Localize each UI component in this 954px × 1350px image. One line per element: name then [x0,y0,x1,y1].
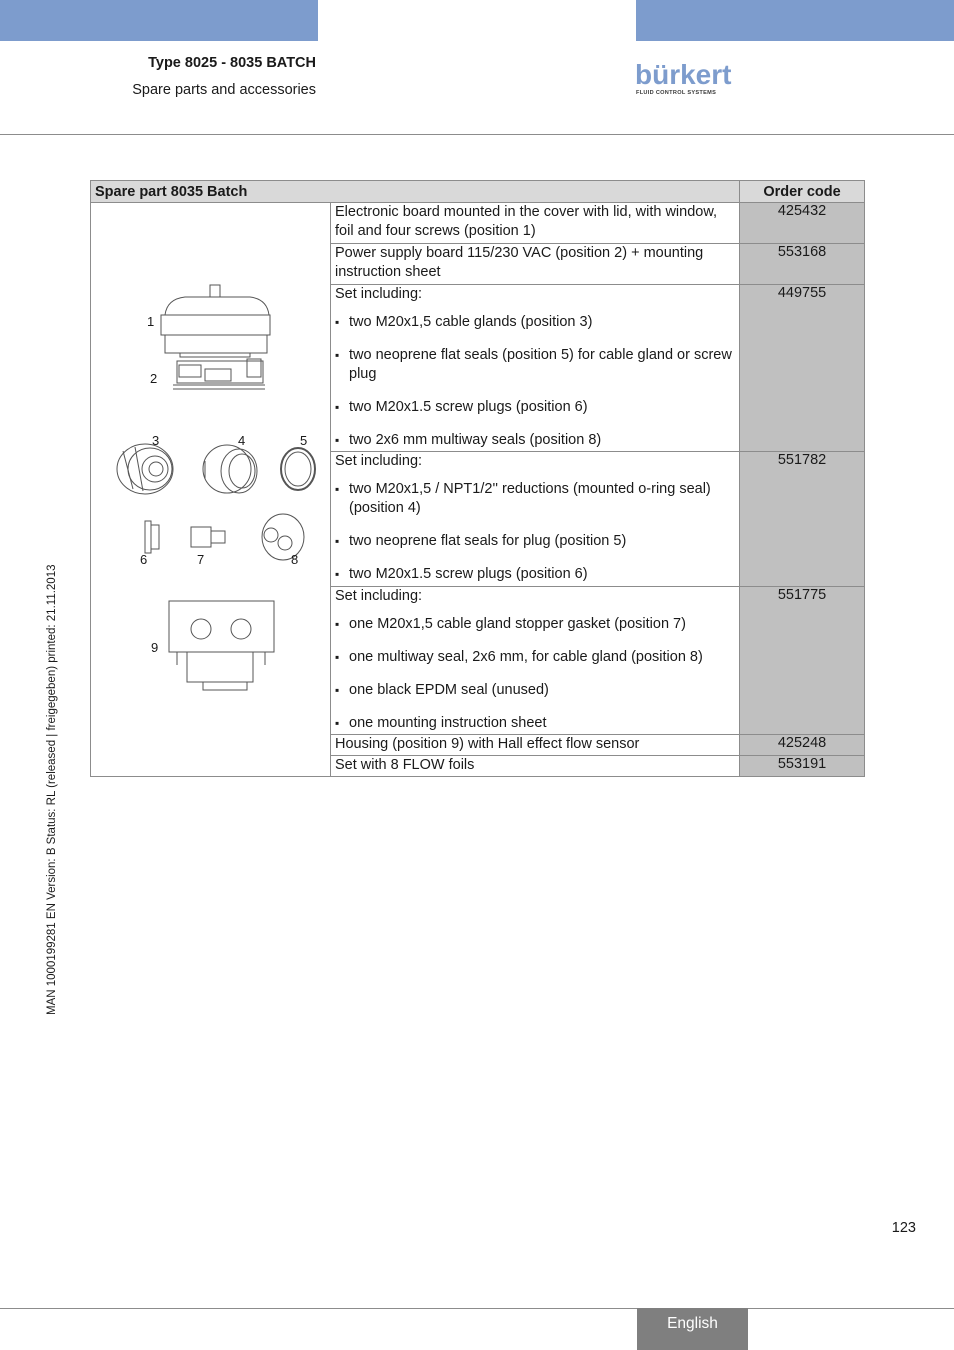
row-description [331,285,740,452]
figure-label-6: 6 [140,552,148,567]
figure-label-7: 7 [197,552,205,567]
document-subtitle: Spare parts and accessories [132,82,316,98]
footer-divider [0,1308,954,1309]
table-header-row [91,181,865,203]
order-code: 425248 [740,735,865,756]
set-items [335,615,735,733]
order-code: 551782 [740,452,865,587]
row-description: Electronic board mounted in the cover with lid, with window, foil and four screws (position 1) [331,203,740,244]
header-order-code: Order code [740,181,865,203]
page-number: 123 [891,1220,916,1236]
logo-tagline: FLUID CONTROL SYSTEMS [636,90,717,96]
set-title: Set including: [335,453,423,469]
spare-parts-table [90,180,865,777]
figure-label-8: 8 [291,552,299,567]
list-item: ▪ two neoprene flat seals (position 5) for cable gland or screw plug [335,346,735,384]
list-item: ▪ one mounting instruction sheet [335,714,735,733]
header-spare-part: Spare part 8035 Batch [91,181,740,203]
header-band-right [636,0,954,41]
figure-label-3: 3 [152,433,160,448]
list-item: ▪ two 2x6 mm multiway seals (position 8) [335,431,735,450]
part-1-cover-drawing [161,285,270,357]
order-code: 551775 [740,587,865,735]
part-6-screw-plug-drawing [145,521,159,553]
figure-label-4: 4 [238,433,246,448]
figure-label-5: 5 [300,433,308,448]
set-items [335,313,735,450]
row-description: Power supply board 115/230 VAC (position 2) + mounting instruction sheet [331,244,740,285]
part-7-stopper-gasket-drawing [191,527,225,547]
burkert-logo [635,57,735,97]
table-row [91,203,865,244]
parts-exploded-drawing [95,203,335,775]
list-item: ▪ one M20x1,5 cable gland stopper gasket (position 7) [335,615,735,634]
figure-label-1: 1 [147,314,155,329]
order-code: 449755 [740,285,865,452]
part-4-reduction-drawing [203,445,257,493]
logo-wordmark: bürkert [635,59,732,90]
list-item: ▪ two neoprene flat seals for plug (position 5) [335,532,735,551]
header-divider [0,134,954,135]
part-3-cable-gland-drawing [117,444,173,494]
list-item: ▪ two M20x1,5 / NPT1/2'' reductions (mounted o-ring seal) (position 4) [335,480,735,518]
row-description [331,452,740,587]
order-code: 553191 [740,756,865,777]
part-9-housing-drawing [169,601,274,690]
language-tab: English [637,1308,748,1350]
part-2-board-drawing [173,359,265,389]
list-item: ▪ one black EPDM seal (unused) [335,681,735,700]
set-title: Set including: [335,588,423,604]
list-item: ▪ two M20x1,5 cable glands (position 3) [335,313,735,332]
set-title: Set including: [335,286,423,302]
figure-label-2: 2 [150,371,158,386]
list-item: ▪ two M20x1.5 screw plugs (position 6) [335,565,735,584]
parts-drawing-cell [91,203,331,777]
row-description [331,587,740,735]
header-band-left [0,0,318,41]
set-items [335,480,735,584]
order-code: 425432 [740,203,865,244]
part-5-flat-seal-drawing [281,448,315,490]
figure-label-9: 9 [151,640,159,655]
row-description: Set with 8 FLOW foils [331,756,740,777]
list-item: ▪ one multiway seal, 2x6 mm, for cable gland (position 8) [335,648,735,667]
list-item: ▪ two M20x1.5 screw plugs (position 6) [335,398,735,417]
row-description: Housing (position 9) with Hall effect flow sensor [331,735,740,756]
document-print-info: MAN 1000199281 EN Version: B Status: RL (released | freigegeben) printed: 21.11.2013 [46,564,58,1015]
document-title: Type 8025 - 8035 BATCH [148,55,316,71]
order-code: 553168 [740,244,865,285]
